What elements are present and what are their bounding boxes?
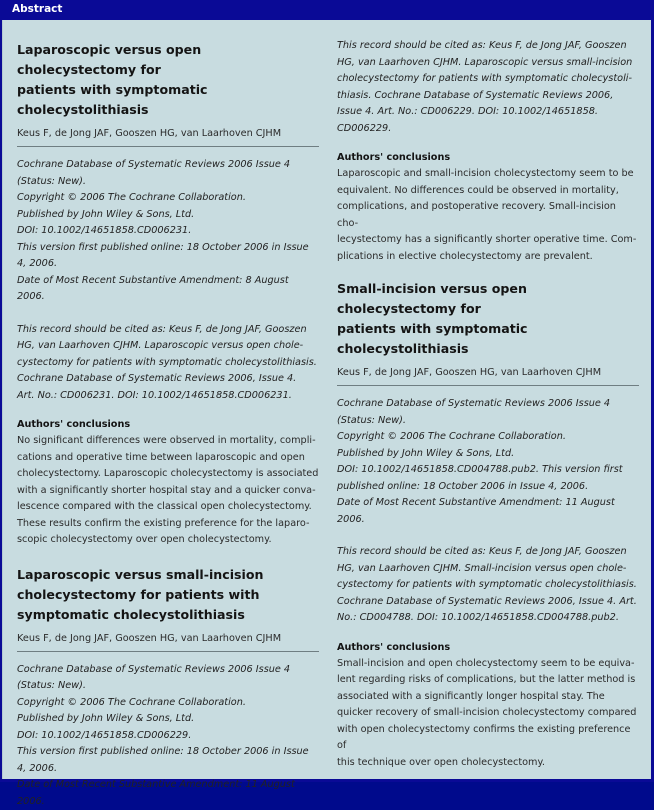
article-title (337, 279, 639, 359)
meta-line: 2006. (17, 289, 319, 306)
meta-line: 4, 2006. (17, 256, 319, 273)
title-line: Laparoscopic versus open cholecystectomy for (17, 40, 319, 80)
meta-line: Cochrane Database of Systematic Reviews 2006 Issue 4 (17, 662, 319, 679)
meta-line: Published by John Wiley & Sons, Ltd. (337, 446, 639, 463)
conclusions-heading: Authors' conclusions (337, 641, 639, 655)
title-line: patients with symptomatic cholecystolithiasis (337, 319, 639, 359)
citation-line: HG, van Laarhoven CJHM. Laparoscopic versus open chole- (17, 338, 319, 355)
conclusions-text (17, 433, 319, 549)
citation-line: thiasis. Cochrane Database of Systematic Reviews 2006, (337, 88, 639, 105)
title-line: cholecystectomy for patients with (17, 585, 319, 605)
citation-note (17, 322, 319, 405)
meta-line: Date of Most Recent Substantive Amendment: 8 August (17, 273, 319, 290)
conclusion-line: lecystectomy has a significantly shorter operative time. Com- (337, 232, 639, 249)
citation-note (337, 38, 639, 137)
citation-line: HG, van Laarhoven CJHM. Laparoscopic versus small-incision (337, 55, 639, 72)
abstract-panel (2, 20, 651, 779)
left-column (17, 20, 319, 810)
article-authors: Keus F, de Jong JAF, Gooszen HG, van Laarhoven CJHM (17, 632, 319, 652)
meta-line: Cochrane Database of Systematic Reviews 2006 Issue 4 (337, 396, 639, 413)
article-authors: Keus F, de Jong JAF, Gooszen HG, van Laarhoven CJHM (337, 366, 639, 386)
conclusion-line: No significant differences were observed in mortality, compli- (17, 433, 319, 450)
citation-line: cystectomy for patients with symptomatic cholecystolithiasis. (337, 577, 639, 594)
article-title (17, 40, 319, 120)
meta-line: (Status: New). (17, 174, 319, 191)
meta-line: This version first published online: 18 October 2006 in Issue (17, 240, 319, 257)
meta-line: Published by John Wiley & Sons, Ltd. (17, 207, 319, 224)
citation-line: Cochrane Database of Systematic Reviews 2006, Issue 4. Art. (337, 594, 639, 611)
citation-line: cholecystectomy for patients with symptomatic cholecystoli- (337, 71, 639, 88)
conclusion-line: this technique over open cholecystectomy. (337, 755, 639, 772)
publication-meta (17, 157, 319, 306)
abstract-header: Abstract (0, 0, 654, 19)
meta-line: Cochrane Database of Systematic Reviews 2006 Issue 4 (17, 157, 319, 174)
meta-line: Published by John Wiley & Sons, Ltd. (17, 711, 319, 728)
conclusion-line: scopic cholecystectomy over open cholecystectomy. (17, 532, 319, 549)
citation-line: Art. No.: CD006231. DOI: 10.1002/14651858.CD006231. (17, 388, 319, 405)
right-column (337, 20, 639, 771)
conclusion-line: Small-incision and open cholecystectomy seem to be equiva- (337, 656, 639, 673)
citation-line: Cochrane Database of Systematic Reviews 2006, Issue 4. (17, 371, 319, 388)
conclusions-text (337, 656, 639, 772)
citation-line: HG, van Laarhoven CJHM. Small-incision versus open chole- (337, 561, 639, 578)
meta-line: Copyright © 2006 The Cochrane Collaboration. (17, 190, 319, 207)
conclusion-line: cations and operative time between laparoscopic and open (17, 450, 319, 467)
meta-line: Date of Most Recent Substantive Amendment: 11 August (17, 777, 319, 794)
meta-line: DOI: 10.1002/14651858.CD004788.pub2. This version first (337, 462, 639, 479)
conclusion-line: cholecystectomy. Laparoscopic cholecystectomy is associated (17, 466, 319, 483)
conclusion-line: Laparoscopic and small-incision cholecystectomy seem to be (337, 166, 639, 183)
meta-line: published online: 18 October 2006 in Issue 4, 2006. (337, 479, 639, 496)
meta-line: Copyright © 2006 The Cochrane Collaboration. (337, 429, 639, 446)
title-line: symptomatic cholecystolithiasis (17, 605, 319, 625)
conclusion-line: complications, and postoperative recovery. Small-incision cho- (337, 199, 639, 232)
article-1 (17, 40, 319, 549)
conclusion-line: with a significantly shorter hospital stay and a quicker conva- (17, 483, 319, 500)
citation-line: CD006229. (337, 121, 639, 138)
meta-line: (Status: New). (337, 413, 639, 430)
publication-meta (17, 662, 319, 810)
article-2-continued (337, 38, 639, 265)
title-line: Laparoscopic versus small-incision (17, 565, 319, 585)
citation-line: This record should be cited as: Keus F, de Jong JAF, Gooszen (337, 38, 639, 55)
conclusion-line: lescence compared with the classical open cholecystectomy. (17, 499, 319, 516)
conclusion-line: lent regarding risks of complications, but the latter method is (337, 672, 639, 689)
conclusion-line: equivalent. No differences could be observed in mortality, (337, 183, 639, 200)
citation-line: This record should be cited as: Keus F, de Jong JAF, Gooszen (17, 322, 319, 339)
conclusions-text (337, 166, 639, 265)
article-2 (17, 565, 319, 810)
citation-line: Issue 4. Art. No.: CD006229. DOI: 10.1002/14651858. (337, 104, 639, 121)
meta-line: DOI: 10.1002/14651858.CD006229. (17, 728, 319, 745)
conclusion-line: with open cholecystectomy confirms the existing preference of (337, 722, 639, 755)
meta-line: 2006. (17, 794, 319, 810)
meta-line: Date of Most Recent Substantive Amendment: 11 August (337, 495, 639, 512)
citation-note (337, 544, 639, 627)
publication-meta (337, 396, 639, 528)
citation-line: cystectomy for patients with symptomatic cholecystolithiasis. (17, 355, 319, 372)
conclusion-line: plications in elective cholecystectomy are prevalent. (337, 249, 639, 266)
title-line: patients with symptomatic cholecystolithiasis (17, 80, 319, 120)
conclusions-heading: Authors' conclusions (337, 151, 639, 165)
article-title (17, 565, 319, 625)
conclusion-line: These results confirm the existing preference for the laparo- (17, 516, 319, 533)
conclusion-line: associated with a significantly longer hospital stay. The (337, 689, 639, 706)
meta-line: Copyright © 2006 The Cochrane Collaboration. (17, 695, 319, 712)
article-authors: Keus F, de Jong JAF, Gooszen HG, van Laarhoven CJHM (17, 127, 319, 147)
article-3 (337, 279, 639, 771)
meta-line: (Status: New). (17, 678, 319, 695)
conclusions-heading: Authors' conclusions (17, 418, 319, 432)
title-line: Small-incision versus open cholecystectomy for (337, 279, 639, 319)
conclusion-line: quicker recovery of small-incision cholecystectomy compared (337, 705, 639, 722)
citation-line: This record should be cited as: Keus F, de Jong JAF, Gooszen (337, 544, 639, 561)
meta-line: 2006. (337, 512, 639, 529)
meta-line: This version first published online: 18 October 2006 in Issue (17, 744, 319, 761)
citation-line: No.: CD004788. DOI: 10.1002/14651858.CD004788.pub2. (337, 610, 639, 627)
meta-line: 4, 2006. (17, 761, 319, 778)
meta-line: DOI: 10.1002/14651858.CD006231. (17, 223, 319, 240)
